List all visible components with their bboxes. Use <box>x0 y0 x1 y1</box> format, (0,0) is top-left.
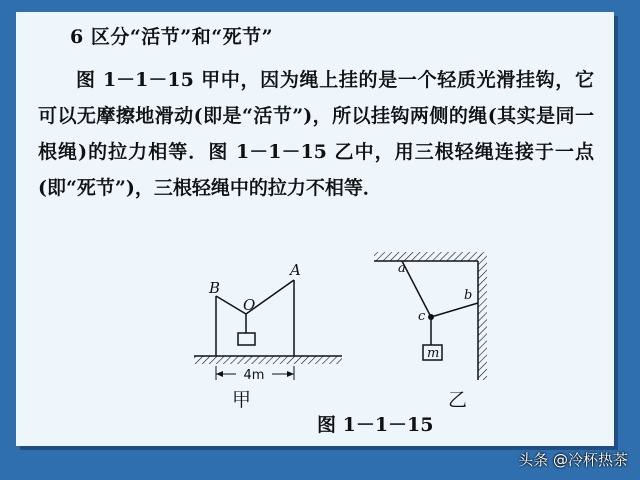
diagram-jia <box>194 261 342 411</box>
knot-c <box>428 314 434 320</box>
dim-arrow-left <box>216 371 223 377</box>
dim-arrow-right <box>287 371 294 377</box>
figure-caption: 图 1－1－15 <box>317 414 434 436</box>
distance-label: 4m <box>243 368 265 383</box>
label-b-upper: B <box>209 279 221 297</box>
rope-b <box>431 303 478 317</box>
diagram-yi <box>374 252 487 411</box>
rope-a <box>402 261 431 317</box>
ceiling-hatch <box>374 252 482 261</box>
label-a-upper: A <box>290 261 301 279</box>
section-heading: 6 区分“活节”和“死节” <box>70 26 274 48</box>
caption-jia: 甲 <box>232 389 252 411</box>
body-paragraph: 图 1－1－15 甲中，因为绳上挂的是一个轻质光滑挂钩，它可以无摩擦地滑动(即是“活节”)，所以挂钩两侧的绳(其实是同一根绳)的拉力相等．图 1－1－15 乙中，用三根轻绳连接于一点(即“死节”)，三根轻绳中的拉力不相等． <box>38 69 594 199</box>
caption-yi: 乙 <box>448 389 468 411</box>
label-a: a <box>398 261 406 276</box>
ground-hatch <box>194 356 342 364</box>
label-m: m <box>427 346 440 361</box>
watermark: 头条 @冷杯热茶 <box>518 451 628 469</box>
wall-hatch <box>478 252 487 380</box>
label-o: O <box>243 296 256 314</box>
label-b: b <box>464 288 473 303</box>
weight-jia <box>238 333 255 345</box>
label-c: c <box>418 309 426 324</box>
